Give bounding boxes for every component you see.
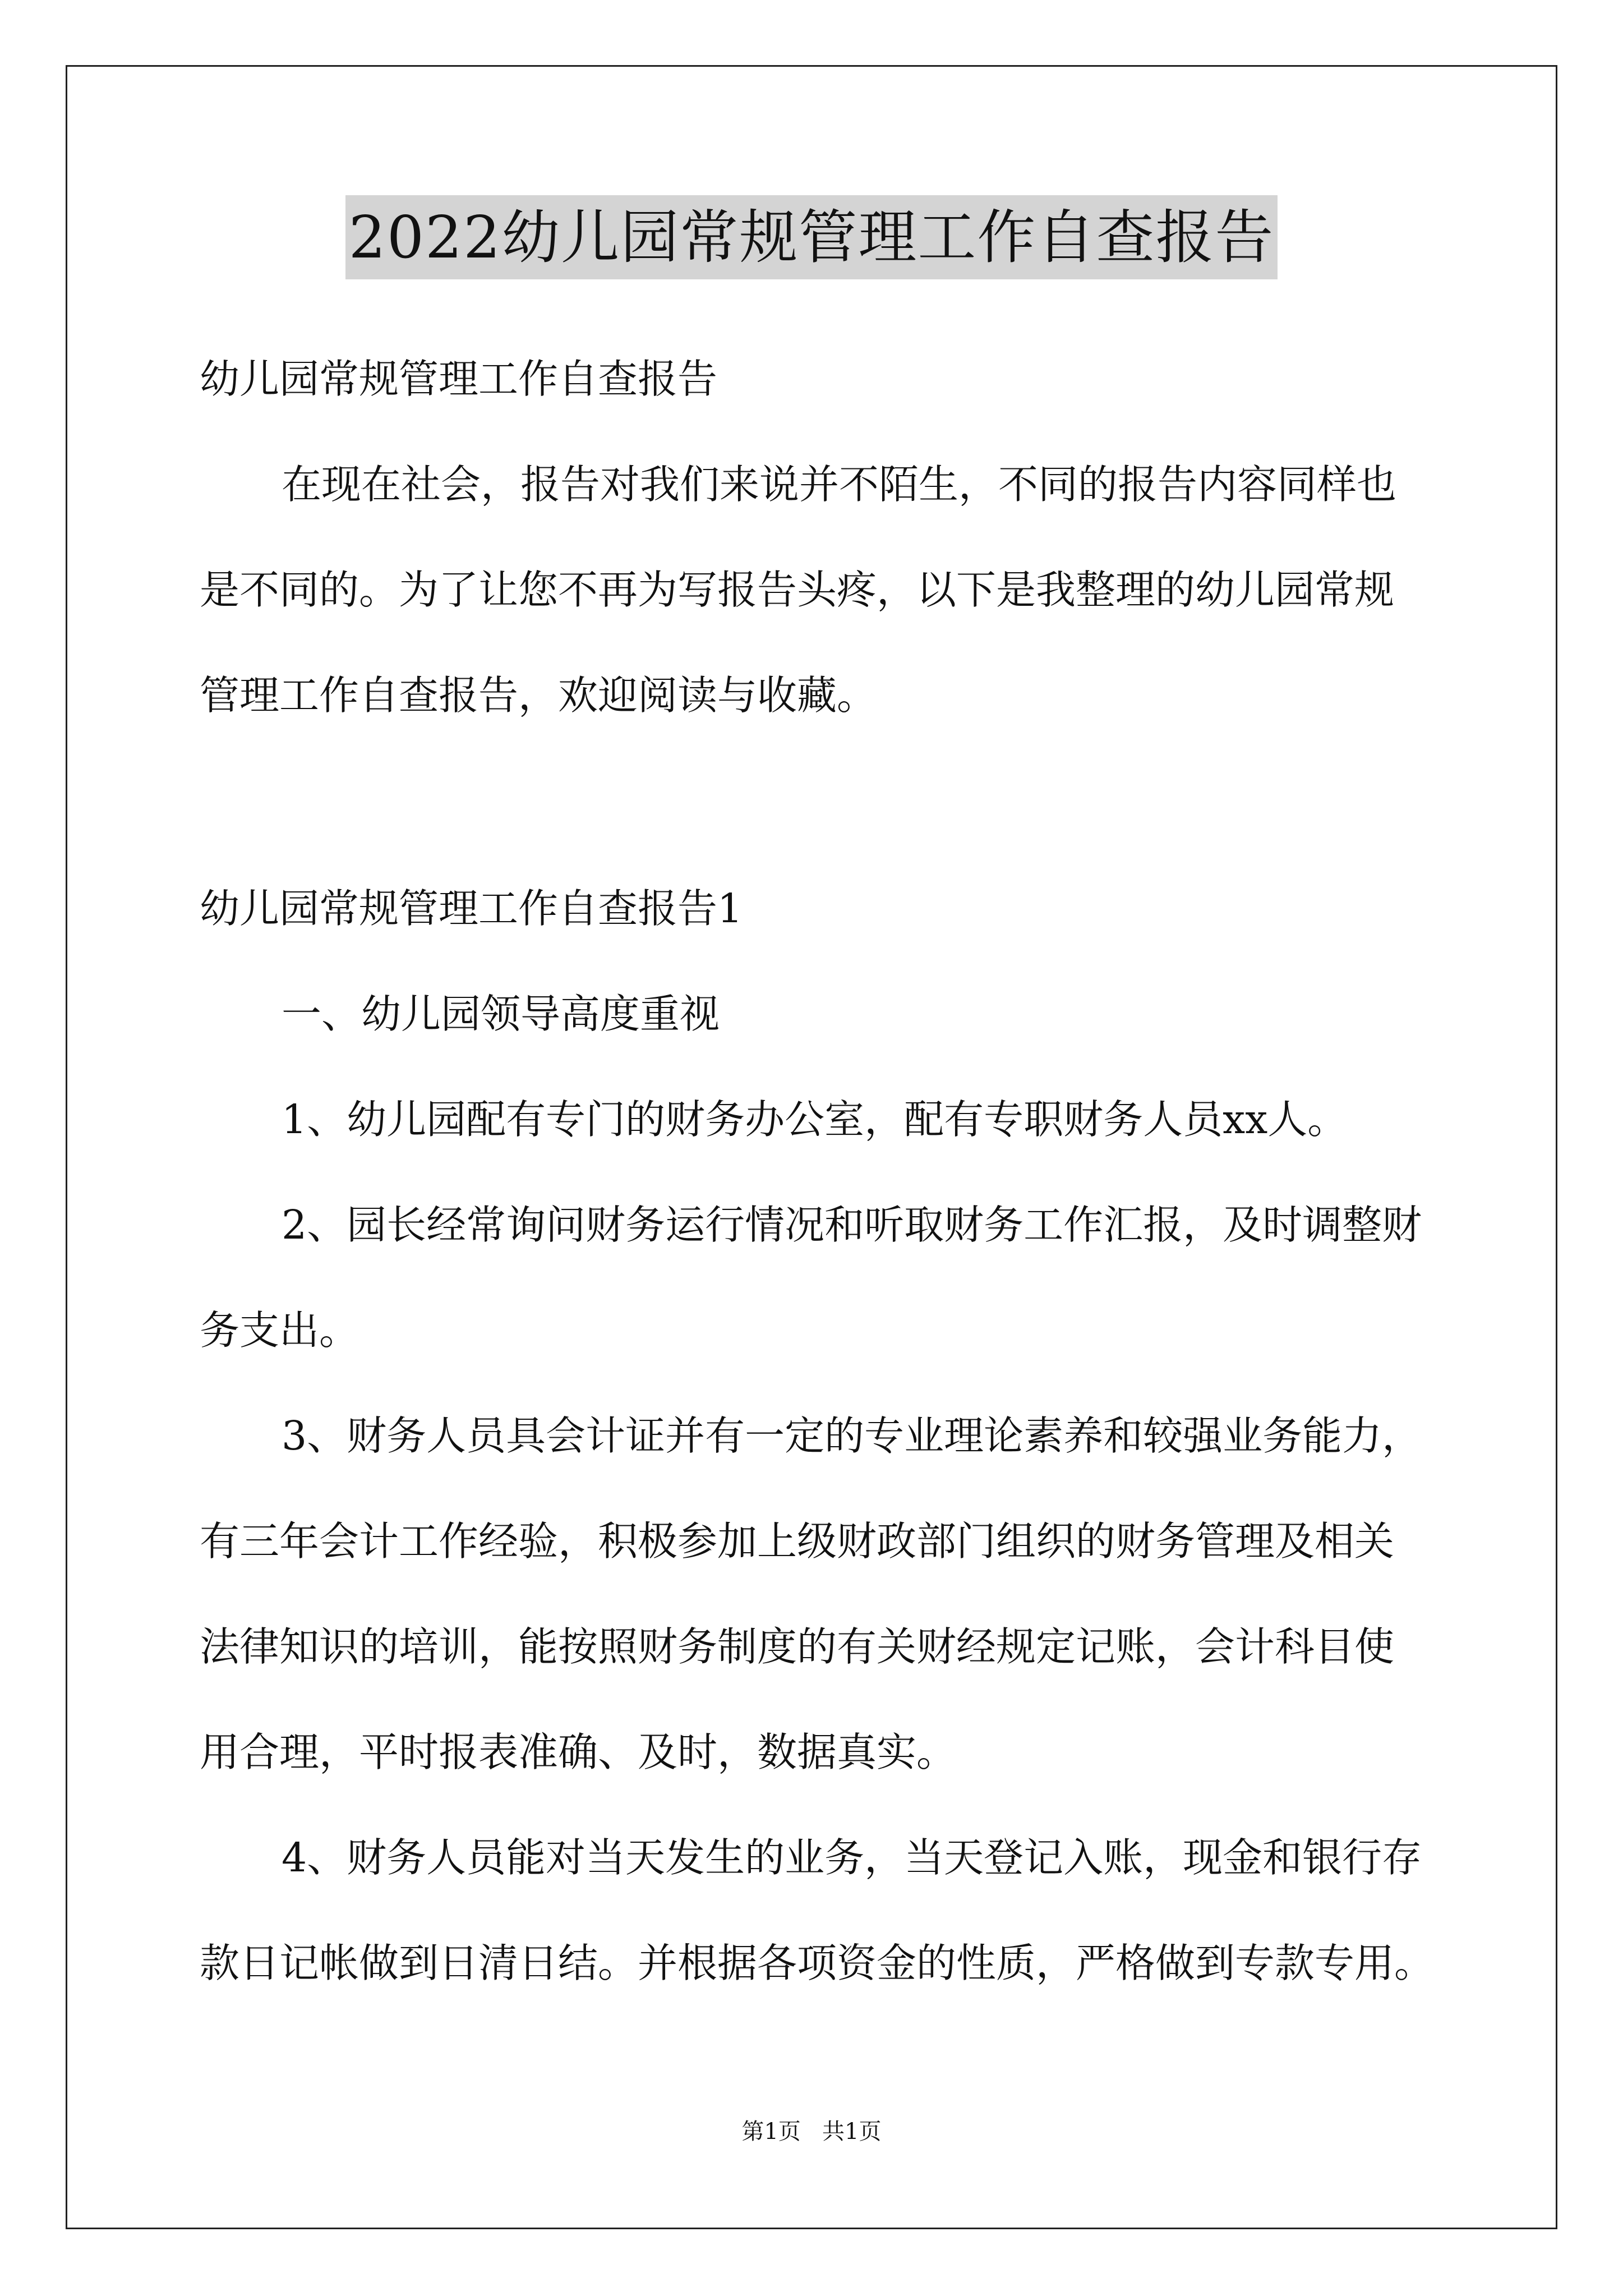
item-3-line-2: 有三年会计工作经验，积极参加上级财政部门组织的财务管理及相关 xyxy=(200,1518,1395,1565)
intro-line-1: 在现在社会，报告对我们来说并不陌生，不同的报告内容同样也 xyxy=(282,461,1397,508)
document-title: 2022幼儿园常规管理工作自查报告 xyxy=(345,195,1278,279)
item-3-line-4: 用合理，平时报表准确、及时，数据真实。 xyxy=(200,1729,957,1775)
item-4-line-1: 4、财务人员能对当天发生的业务，当天登记入账，现金和银行存 xyxy=(282,1834,1422,1881)
section-title: 幼儿园常规管理工作自查报告1 xyxy=(200,885,743,932)
item-3-line-3: 法律知识的培训，能按照财务制度的有关财经规定记账，会计科目使 xyxy=(200,1623,1395,1670)
intro-line-3: 管理工作自查报告，欢迎阅读与收藏。 xyxy=(200,672,877,719)
item-2-line-1: 2、园长经常询问财务运行情况和听取财务工作汇报，及时调整财 xyxy=(282,1202,1422,1248)
intro-line-2: 是不同的。为了让您不再为写报告头疼，以下是我整理的幼儿园常规 xyxy=(200,567,1395,613)
heading-1: 一、幼儿园领导高度重视 xyxy=(282,991,720,1037)
item-1-line-1: 1、幼儿园配有专门的财务办公室，配有专职财务人员xx人。 xyxy=(282,1096,1348,1143)
item-3-line-1: 3、财务人员具会计证并有一定的专业理论素养和较强业务能力， xyxy=(282,1412,1422,1459)
title-container xyxy=(0,195,1623,279)
item-4-line-2: 款日记帐做到日清日结。并根据各项资金的性质，严格做到专款专用。 xyxy=(200,1940,1435,1986)
document-subtitle: 幼儿园常规管理工作自查报告 xyxy=(200,356,718,402)
item-2-line-2: 务支出。 xyxy=(200,1307,359,1354)
page-footer: 第1页 共1页 xyxy=(741,2119,882,2145)
